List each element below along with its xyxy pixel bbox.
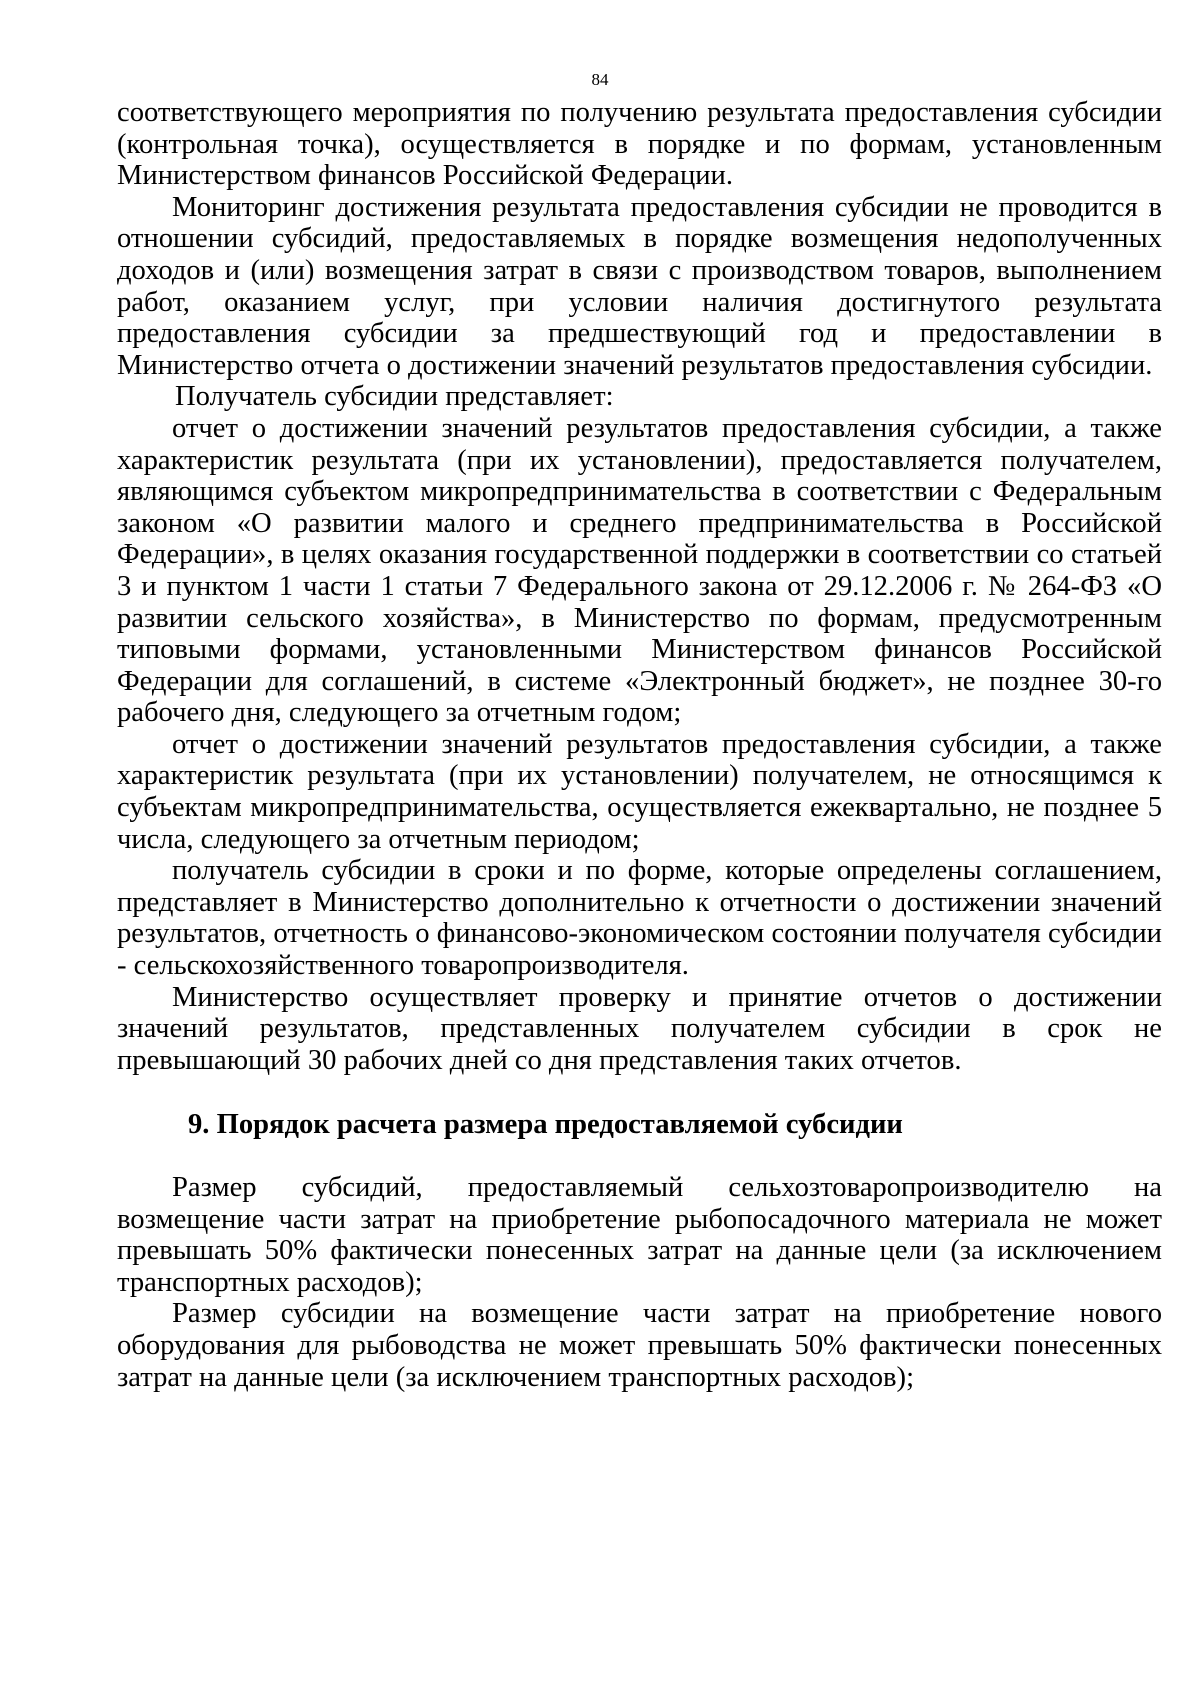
paragraph-recipient-submits: Получатель субсидии представляет: [175, 381, 614, 413]
paragraph-monitoring: Мониторинг достижения результата предоставления субсидии не проводится в отношении субсидий, предоставляемых в порядке возмещения недополученных доходов и (или) возмещения затрат в связи с производством товаров, выполнением работ, оказанием услуг, при условии наличия достигнутого результата предоставления субсидии за предшествующий год и предоставлении в Министерство отчета о достижении значений результатов предоставления субсидии. [117, 191, 1162, 381]
section-heading: 9. Порядок расчета размера предоставляемой субсидии [188, 1109, 903, 1141]
paragraph-continuation: соответствующего мероприятия по получению результата предоставления субсидии (контрольная точка), осуществляется в порядке и по формам, установленным Министерством финансов Российской Федерации. [117, 97, 1162, 192]
paragraph-subsidy-equipment: Размер субсидии на возмещение части затрат на приобретение нового оборудования для рыбоводства не может превышать 50% фактически понесенных затрат на данные цели (за исключением транспортных расходов); [117, 1298, 1162, 1393]
paragraph-financial-report: получатель субсидии в сроки и по форме, которые определены соглашением, представляет в Министерство дополнительно к отчетности о достижении значений результатов, отчетность о финансово-экономическом состоянии получателя субсидии - сельскохозяйственного товаропроизводителя. [117, 855, 1162, 982]
document-body [117, 97, 1162, 1393]
paragraph-report-micro: отчет о достижении значений результатов предоставления субсидии, а также характеристик результата (при их установлении), предоставляется получателем, являющимся субъектом микропредпринимательства в соответствии с Федеральным законом «О развитии малого и среднего предпринимательства в Российской Федерации», в целях оказания государственной поддержки в соответствии со статьей 3 и пунктом 1 части 1 статьи 7 Федерального закона от 29.12.2006 г. № 264-ФЗ «О развитии сельского хозяйства», в Министерство по формам, предусмотренным типовыми формами, установленными Министерством финансов Российской Федерации для соглашений, в системе «Электронный бюджет», не позднее 30-го рабочего дня, следующего за отчетным годом; [117, 412, 1162, 729]
paragraph-ministry-check: Министерство осуществляет проверку и принятие отчетов о достижении значений результатов, представленных получателем субсидии в срок не превышающий 30 рабочих дней со дня представления таких отчетов. [117, 981, 1162, 1076]
paragraph-subsidy-fish-stock: Размер субсидий, предоставляемый сельхозтоваропроизводителю на возмещение части затрат на приобретение рыбопосадочного материала не может превышать 50% фактически понесенных затрат на данные цели (за исключением транспортных расходов); [117, 1172, 1162, 1298]
paragraph-report-non-micro: отчет о достижении значений результатов предоставления субсидии, а также характеристик результата (при их установлении) получателем, не относящимся к субъектам микропредпринимательства, осуществляется ежеквартально, не позднее 5 числа, следующего за отчетным периодом; [117, 728, 1162, 855]
page-number: 84 [591, 70, 609, 89]
